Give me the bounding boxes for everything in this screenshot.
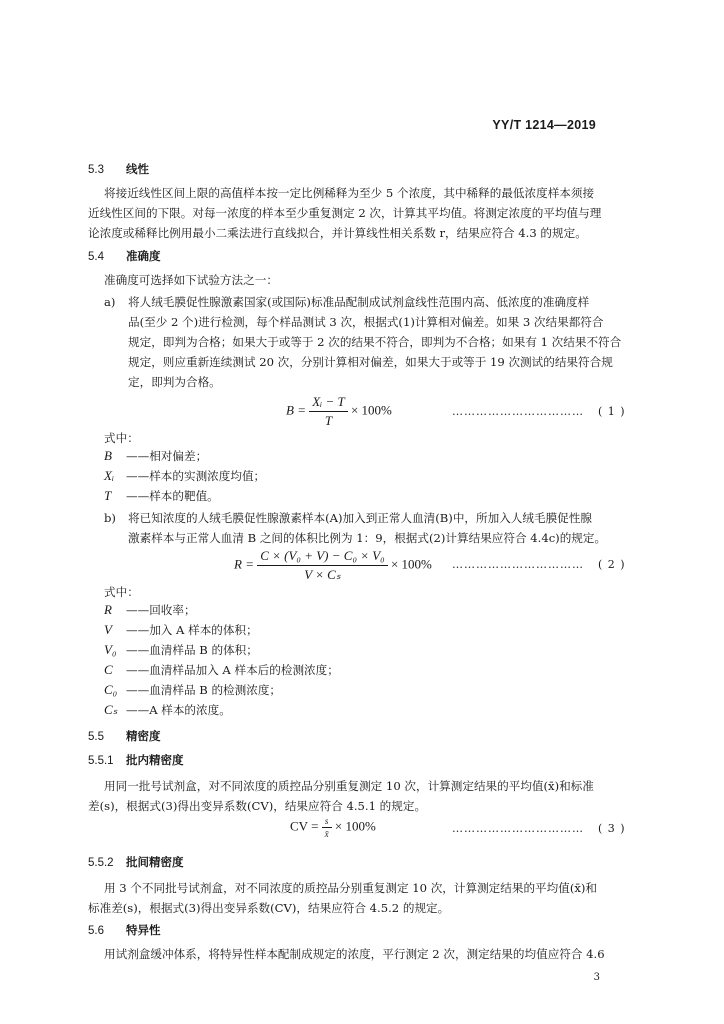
equation-lhs: B = bbox=[286, 402, 306, 418]
paragraph-line: 用试剂盒缓冲体系，将特异性样本配制成规定的浓度，平行测定 2 次，测定结果的均值应符合 4.6 bbox=[104, 947, 605, 961]
definition-text: ——血清样品加入 A 样本后的检测浓度； bbox=[126, 663, 339, 677]
definition-item bbox=[104, 448, 207, 464]
paragraph-line: 品(至少 2 个)进行检测，每个样品测试 3 次，根据式(1)计算相对偏差。如果 3 次结果都符合 bbox=[128, 315, 604, 329]
section-number: 5.5.1 bbox=[88, 755, 114, 767]
list-item-label: b) bbox=[104, 511, 116, 525]
definition-item bbox=[104, 488, 219, 504]
section-heading-5-4 bbox=[88, 248, 161, 264]
equation-tail: × 100% bbox=[334, 818, 376, 834]
paragraph-line: 将已知浓度的人绒毛膜促性腺激素样本(A)加入到正常人血清(B)中，所加入人绒毛膜促性腺 bbox=[128, 511, 592, 525]
definition-text: ——回收率； bbox=[126, 603, 196, 617]
section-number: 5.5 bbox=[88, 731, 104, 743]
paragraph-line: 用 3 个不同批号试剂盒，对不同浓度的质控品分别重复测定 10 次，计算测定结果的平均值(x̄)和 bbox=[104, 881, 598, 895]
equation-fraction bbox=[309, 394, 348, 429]
definition-symbol: C₀ bbox=[104, 682, 118, 697]
section-heading-5-6 bbox=[88, 922, 161, 938]
section-number: 5.3 bbox=[88, 164, 104, 176]
equation-1 bbox=[286, 394, 392, 429]
equation-leader: …………………………… bbox=[452, 558, 584, 571]
section-heading-5-3 bbox=[88, 161, 149, 177]
section-title: 批间精密度 bbox=[126, 857, 184, 869]
definition-symbol: Xᵢ bbox=[104, 468, 114, 483]
paragraph-line: 论浓度或稀释比例用最小二乘法进行直线拟合，并计算线性相关系数 r，结果应符合 4.3 的规定。 bbox=[88, 226, 587, 240]
section-number: 5.6 bbox=[88, 925, 104, 937]
where-label: 式中： bbox=[104, 585, 139, 599]
equation-number: ( 3 ) bbox=[598, 822, 626, 835]
equation-number: ( 1 ) bbox=[598, 405, 626, 418]
fraction-denominator: V × Cₛ bbox=[304, 567, 341, 582]
definition-text: ——样本的靶值。 bbox=[126, 489, 219, 503]
equation-fraction bbox=[257, 548, 387, 583]
equation-leader: …………………………… bbox=[452, 405, 584, 418]
section-number: 5.4 bbox=[88, 251, 104, 263]
equation-leader: …………………………… bbox=[452, 822, 584, 835]
section-heading-5-5-2 bbox=[88, 854, 184, 870]
paragraph-line: 差(s)，根据式(3)得出变异系数(CV)，结果应符合 4.5.1 的规定。 bbox=[88, 799, 427, 813]
definition-symbol: B bbox=[104, 448, 112, 463]
paragraph-line: 定，即判为合格。 bbox=[128, 375, 221, 389]
equation-3 bbox=[290, 816, 376, 839]
section-title: 线性 bbox=[126, 164, 149, 176]
definition-text: ——样本的实测浓度均值； bbox=[126, 469, 266, 483]
list-item-label: a) bbox=[104, 295, 116, 309]
paragraph-line: 标准差(s)，根据式(3)得出变异系数(CV)，结果应符合 4.5.2 的规定。 bbox=[88, 901, 450, 915]
section-title: 批内精密度 bbox=[126, 755, 184, 767]
definition-text: ——相对偏差； bbox=[126, 449, 208, 463]
fraction-denominator: T bbox=[324, 413, 333, 428]
section-title: 准确度 bbox=[126, 251, 161, 263]
page-number: 3 bbox=[593, 972, 600, 983]
definition-item bbox=[104, 642, 258, 658]
definition-symbol: C bbox=[104, 662, 113, 677]
section-heading-5-5-1 bbox=[88, 752, 184, 768]
document-code: YY/T 1214—2019 bbox=[492, 118, 596, 132]
section-title: 特异性 bbox=[126, 925, 161, 937]
equation-tail: × 100% bbox=[350, 402, 392, 418]
fraction-numerator: s bbox=[322, 816, 332, 828]
paragraph-line: 激素样本与正常人血清 B 之间的体积比例为 1：9，根据式(2)计算结果应符合 4.4c)的规定。 bbox=[128, 531, 607, 545]
paragraph-line: 近线性区间的下限。对每一浓度的样本至少重复测定 2 次，计算其平均值。将测定浓度的平均值与理 bbox=[88, 206, 602, 220]
definition-symbol: R bbox=[104, 602, 112, 617]
paragraph-line: 将人绒毛膜促性腺激素国家(或国际)标准品配制成试剂盒线性范围内高、低浓度的准确度样 bbox=[128, 295, 590, 309]
paragraph-line: 将接近线性区间上限的高值样本按一定比例稀释为至少 5 个浓度，其中稀释的最低浓度样本须接 bbox=[104, 186, 595, 200]
equation-fraction bbox=[322, 816, 332, 839]
definition-item bbox=[104, 702, 231, 718]
definition-symbol: Cₛ bbox=[104, 702, 118, 717]
fraction-numerator: C × (V₀ + V) − C₀ × V₀ bbox=[257, 548, 387, 566]
equation-number: ( 2 ) bbox=[598, 558, 626, 571]
paragraph-line: 规定，即判为合格；如果大于或等于 2 次的结果不符合，即判为不合格；如果有 1 次结果不符合 bbox=[128, 335, 622, 349]
section-number: 5.5.2 bbox=[88, 857, 114, 869]
section-heading-5-5 bbox=[88, 728, 161, 744]
definition-item bbox=[104, 602, 196, 618]
definition-text: ——A 样本的浓度。 bbox=[126, 703, 231, 717]
paragraph-line: 用同一批号试剂盒，对不同浓度的质控品分别重复测定 10 次，计算测定结果的平均值(x̄)和标准 bbox=[104, 779, 594, 793]
equation-2 bbox=[234, 548, 432, 583]
definition-symbol: T bbox=[104, 488, 112, 503]
equation-lhs: CV = bbox=[290, 818, 319, 834]
definition-symbol: V bbox=[104, 622, 112, 637]
definition-item bbox=[104, 662, 339, 678]
definition-text: ——血清样品 B 的检测浓度； bbox=[126, 683, 282, 697]
equation-tail: × 100% bbox=[390, 556, 432, 572]
definition-item bbox=[104, 468, 265, 484]
paragraph-line: 规定，则应重新连续测试 20 次，分别计算相对偏差，如果大于或等于 19 次测试的结果符合规 bbox=[128, 355, 613, 369]
paragraph-line: 准确度可选择如下试验方法之一： bbox=[104, 273, 278, 287]
definition-item bbox=[104, 622, 258, 638]
definition-text: ——加入 A 样本的体积； bbox=[126, 623, 258, 637]
where-label: 式中： bbox=[104, 431, 139, 445]
definition-text: ——血清样品 B 的体积； bbox=[126, 643, 258, 657]
fraction-denominator: x̄ bbox=[324, 829, 329, 839]
section-title: 精密度 bbox=[126, 731, 161, 743]
definition-item bbox=[104, 682, 281, 698]
definition-symbol: V₀ bbox=[104, 642, 117, 657]
fraction-numerator: Xᵢ − T bbox=[309, 394, 348, 412]
equation-lhs: R = bbox=[234, 556, 254, 572]
